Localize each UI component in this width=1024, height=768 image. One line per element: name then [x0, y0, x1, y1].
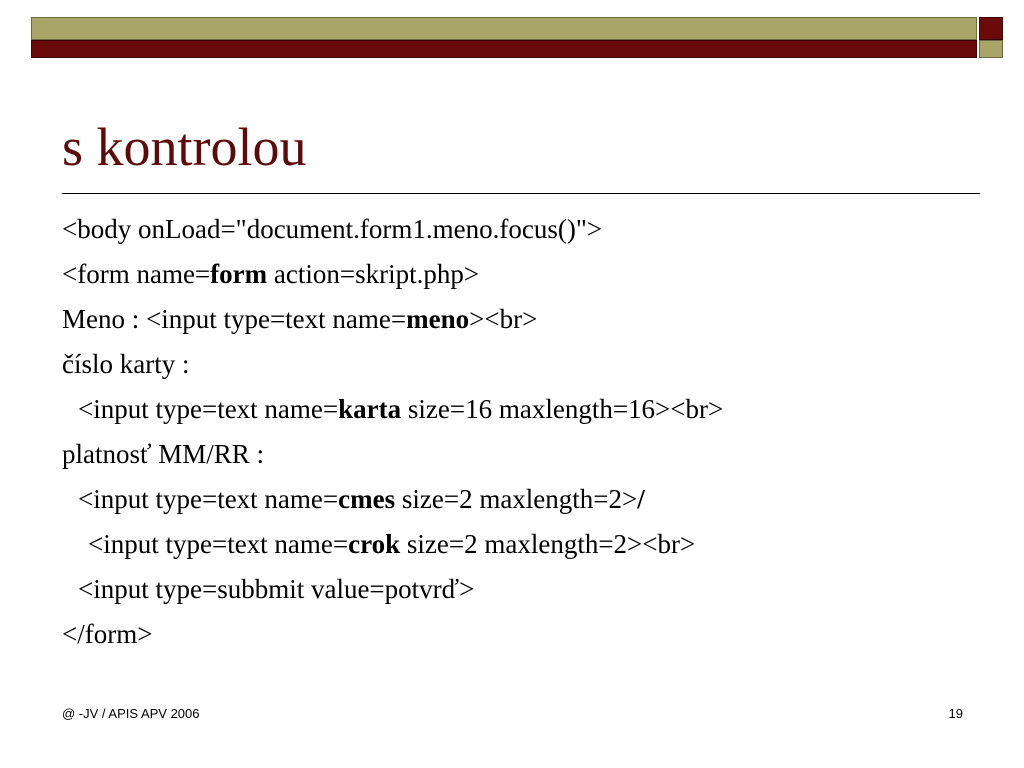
code-line-crok: <input type=text name=crok size=2 maxlength=2><br>	[88, 529, 696, 559]
slide-title: s kontrolou	[62, 117, 307, 177]
header-bar-maroon	[31, 40, 977, 58]
code-listing	[62, 207, 992, 657]
code-line-form: <form name=form action=skript.php>	[62, 259, 480, 289]
code-line-cislo-karty-label: číslo karty :	[62, 349, 190, 379]
header-bar-olive	[31, 17, 977, 40]
page-number: 19	[948, 706, 963, 721]
code-line-body: <body onLoad="document.form1.meno.focus()">	[62, 214, 603, 244]
header-square-olive	[979, 40, 1003, 58]
code-line-meno: Meno : <input type=text name=meno><br>	[62, 304, 538, 334]
title-divider	[62, 193, 980, 194]
code-line-karta: <input type=text name=karta size=16 maxlength=16><br>	[78, 394, 724, 424]
code-line-platnost-label: platnosť MM/RR :	[62, 439, 265, 469]
footer-author: @ -JV / APIS APV 2006	[62, 706, 200, 721]
code-line-cmes: <input type=text name=cmes size=2 maxlength=2>/	[78, 484, 645, 514]
code-line-form-close: </form>	[62, 619, 153, 649]
header-square-maroon	[979, 17, 1003, 40]
code-line-submit: <input type=subbmit value=potvrď>	[78, 574, 475, 604]
